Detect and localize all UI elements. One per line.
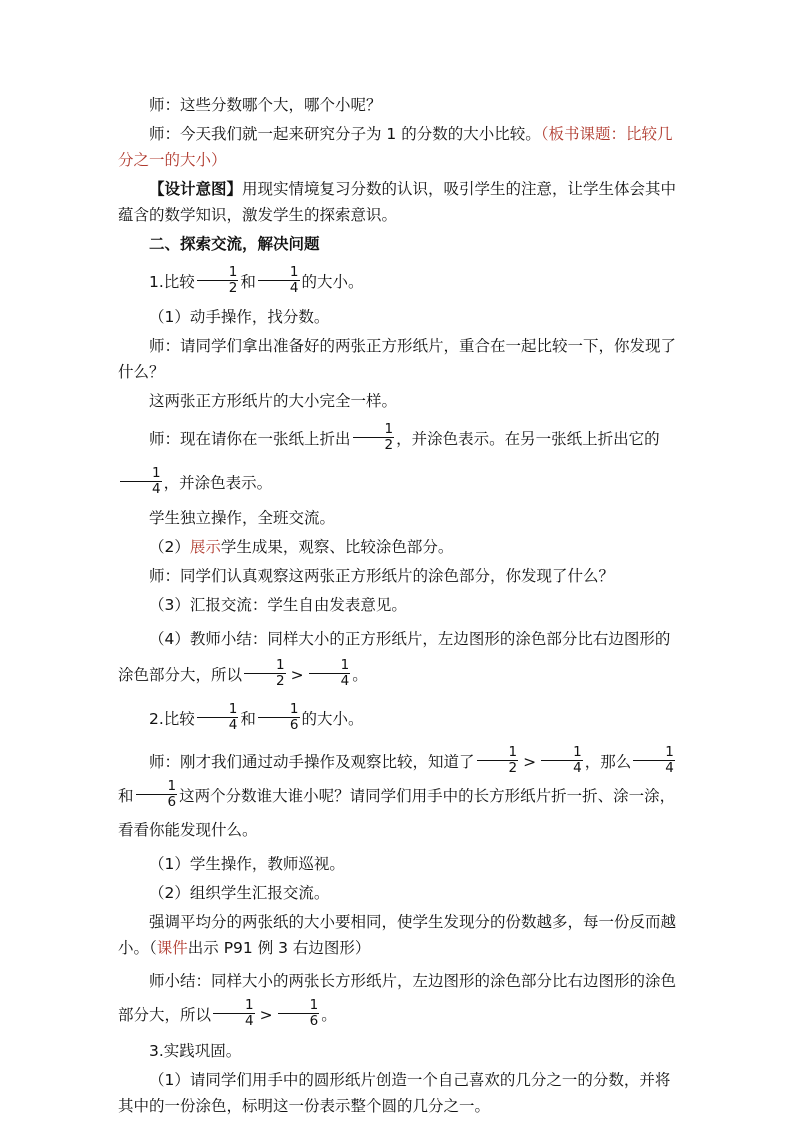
paragraph-1: 师：这些分数哪个大，哪个小呢？ (149, 96, 382, 114)
paragraph-13: （3）汇报交流：学生自由发表意见。 (149, 596, 407, 614)
fraction-1-4: $\frac{1}{4}$ (633, 745, 675, 776)
greater-than-sign: > (523, 753, 537, 771)
step-2-heading: 2.比较 $\frac{1}{4}$ 和 $\frac{1}{6}$ 的大小。 (149, 701, 364, 733)
fraction-1-2: $\frac{1}{2}$ (197, 265, 239, 296)
greater-than-sign: > (259, 1006, 273, 1024)
paragraph-8: 这两张正方形纸片的大小完全一样。 (149, 392, 398, 410)
fraction-1-4: $\frac{1}{4}$ (120, 466, 162, 497)
step-1-heading: 1.比较 $\frac{1}{2}$ 和 $\frac{1}{4}$ 的大小。 (149, 264, 364, 296)
paragraph-12: 师：同学们认真观察这两张正方形纸片的涂色部分，你发现了什么？ (149, 567, 615, 585)
design-intent: 【设计意图】用现实情境复习分数的认识，吸引学生的注意，让学生体会其中蕴含的数学知识，激发学生的探索意识。 (118, 180, 677, 224)
fraction-1-6: $\frac{1}{6}$ (278, 998, 320, 1029)
fraction-1-6: $\frac{1}{6}$ (258, 702, 300, 733)
fraction-1-2: $\frac{1}{2}$ (244, 658, 286, 689)
fraction-1-2: $\frac{1}{2}$ (477, 745, 519, 776)
display-highlight: 展示 (189, 538, 221, 556)
paragraph-7: 师：请同学们拿出准备好的两张正方形纸片，重合在一起比较一下，你发现了什么？ (118, 337, 677, 381)
fraction-1-2: $\frac{1}{2}$ (353, 422, 395, 453)
fraction-1-4: $\frac{1}{4}$ (541, 745, 583, 776)
paragraph-10: 学生独立操作，全班交流。 (149, 509, 336, 527)
board-title-note: （板书课题：比较几分之一的大小） (118, 125, 673, 169)
section-heading-2: 二、探索交流，解决问题 (149, 235, 320, 253)
paragraph-21: 3.实践巩固。 (149, 1042, 242, 1060)
paragraph-11: （2）展示学生成果，观察、比较涂色部分。 (149, 538, 454, 556)
paragraph-9: 师：现在请你在一张纸上折出 $\frac{1}{2}$ ，并涂色表示。在另一张纸上折出它的 $\frac{1}{4}$ ，并涂色表示。 (118, 417, 678, 505)
courseware-highlight: 课件 (156, 939, 188, 957)
fraction-1-6: $\frac{1}{6}$ (136, 779, 178, 810)
greater-than-sign: > (290, 666, 304, 684)
fraction-1-4: $\frac{1}{4}$ (197, 702, 239, 733)
paragraph-6: （1）动手操作，找分数。 (149, 308, 330, 326)
fraction-1-4: $\frac{1}{4}$ (309, 658, 351, 689)
paragraph-14: （4）教师小结：同样大小的正方形纸片，左边图形的涂色部分比右边图形的涂色部分大，所以 $\frac{1}{2}$ > $\frac{1}{4}$ 。 (118, 630, 671, 689)
paragraph-22: （1）请同学们用手中的圆形纸片创造一个自己喜欢的几分之一的分数，并将其中的一份涂色，标明这一份表示整个圆的几分之一。 (118, 1071, 671, 1115)
design-intent-label: 【设计意图】 (149, 180, 243, 198)
fraction-1-4: $\frac{1}{4}$ (258, 265, 300, 296)
paragraph-18: （2）组织学生汇报交流。 (149, 884, 330, 902)
paragraph-17: （1）学生操作，教师巡视。 (149, 855, 345, 873)
paragraph-2: 师：今天我们就一起来研究分子为 1 的分数的大小比较。（板书课题：比较几分之一的大小） (118, 125, 673, 169)
document-body (118, 92, 678, 1122)
paragraph-19: 强调平均分的两张纸的大小要相同，使学生发现分的份数越多，每一份反而越小。（课件出示 P91 例 3 右边图形） (118, 913, 677, 957)
paragraph-16: 师：刚才我们通过动手操作及观察比较，知道了 $\frac{1}{2}$ > $\frac{1}{4}$ ，那么 $\frac{1}{4}$ 和 $\frac{1}{6}$ 这两个分数谁大谁小呢？请同学们用手中的长方形纸片折一折、涂一涂，看看你能发现什么。 (118, 744, 676, 839)
fraction-1-4: $\frac{1}{4}$ (213, 998, 255, 1029)
paragraph-20: 师小结：同样大小的两张长方形纸片，左边图形的涂色部分比右边图形的涂色部分大，所以 $\frac{1}{4}$ > $\frac{1}{6}$ 。 (118, 972, 677, 1029)
